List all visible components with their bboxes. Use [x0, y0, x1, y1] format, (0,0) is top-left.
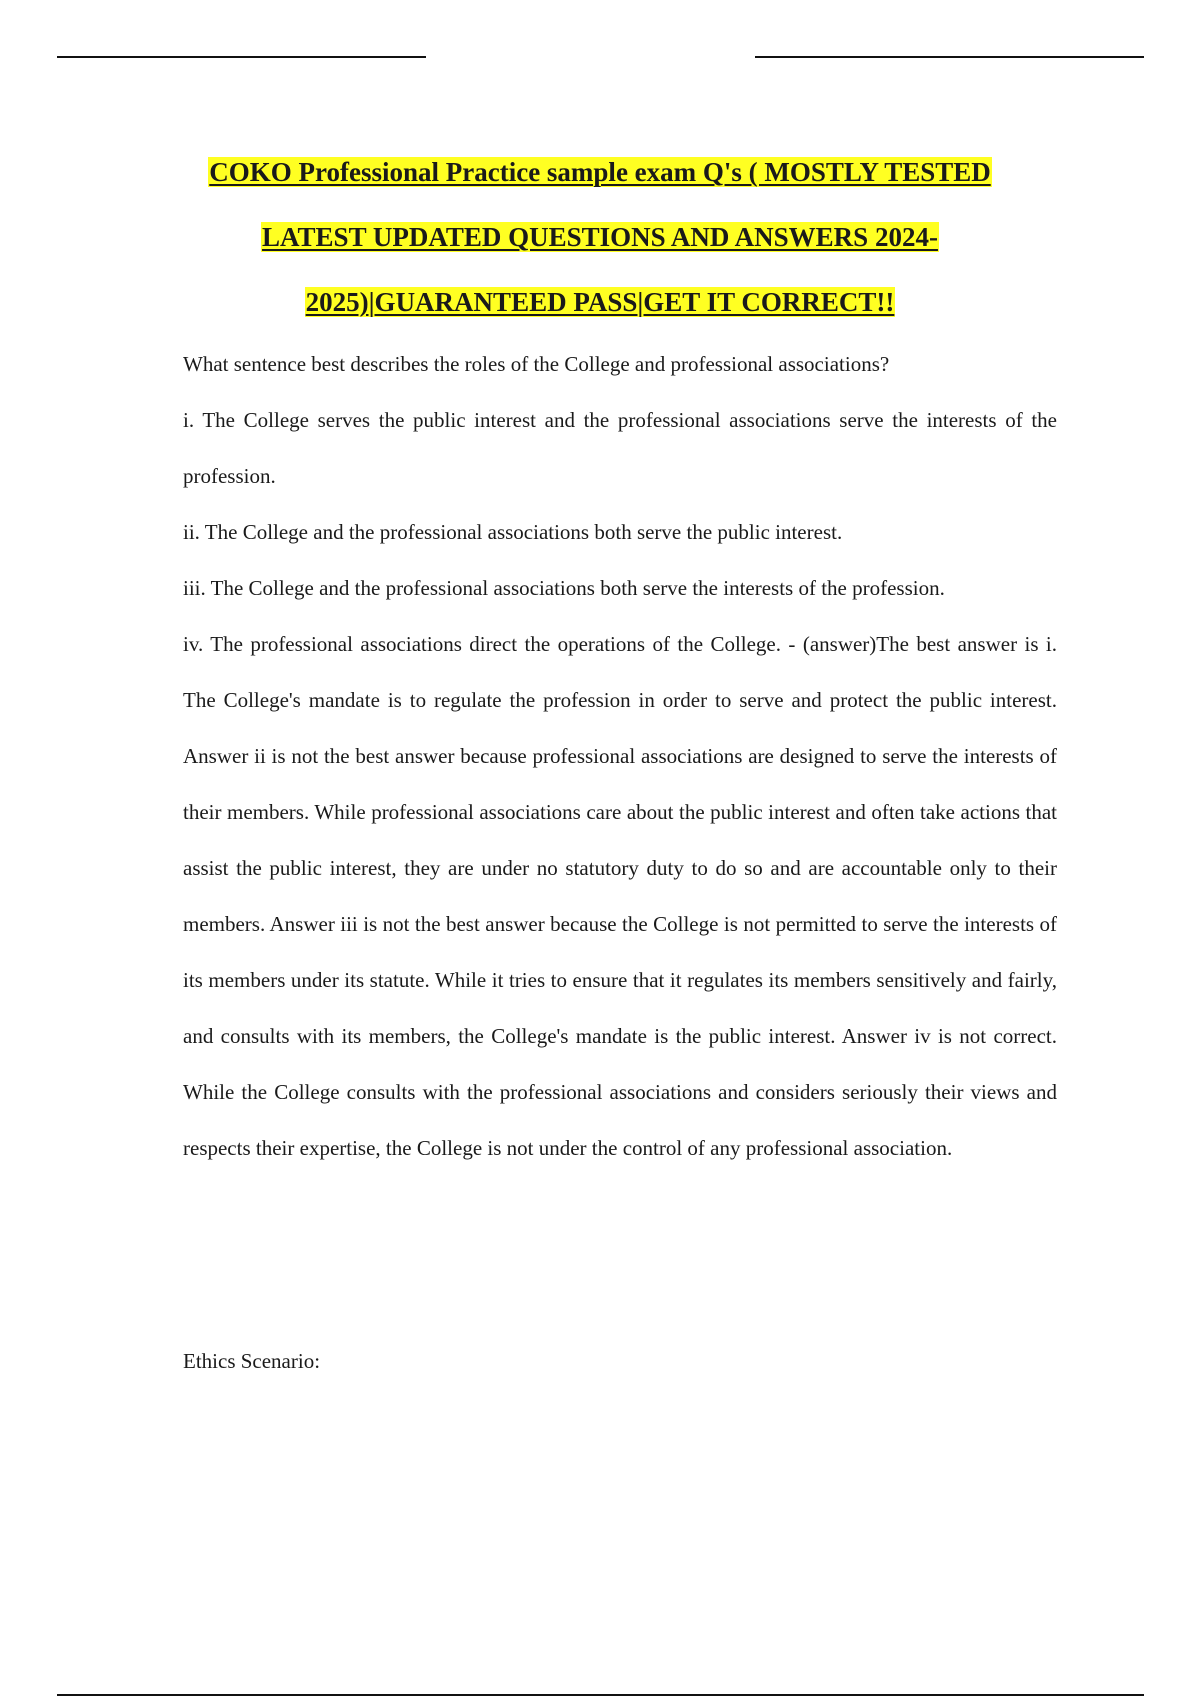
- header-rule-left: [57, 56, 426, 58]
- option-i: i. The College serves the public interest and the professional associations serve the interests of the profession.: [183, 408, 1057, 488]
- option-ii: ii. The College and the professional associations both serve the public interest.: [183, 520, 843, 544]
- document-title: [120, 140, 1080, 335]
- option-iv-and-answer: iv. The professional associations direct the operations of the College. - (answer)The best answer is i. The College's mandate is to regulate the profession in order to serve and protect the public interest. Answer ii is not the best answer because professional associations are designed to serve the interests of their members. While professional associations care about the public interest and often take actions that assist the public interest, they are under no statutory duty to do so and are accountable only to their members. Answer iii is not the best answer because the College is not permitted to serve the interests of its members under its statute. While it tries to ensure that it regulates its members sensitively and fairly, and consults with its members, the College's mandate is the public interest. Answer iv is not correct. While the College consults with the professional associations and considers seriously their views and respects their expertise, the College is not under the control of any professional association.: [183, 632, 1057, 1160]
- section-heading-ethics-scenario: Ethics Scenario:: [183, 1349, 321, 1373]
- option-iii: iii. The College and the professional associations both serve the interests of the profession.: [183, 576, 945, 600]
- title-line-3: 2025)|GUARANTEED PASS|GET IT CORRECT!!: [305, 287, 895, 317]
- footer-rule: [57, 1694, 1144, 1696]
- header-rule-right: [755, 56, 1144, 58]
- question-block: [183, 336, 1057, 1176]
- title-line-2: LATEST UPDATED QUESTIONS AND ANSWERS 2024-: [262, 222, 938, 252]
- title-line-1: COKO Professional Practice sample exam Q's ( MOSTLY TESTED: [209, 157, 991, 187]
- question-stem: What sentence best describes the roles of the College and professional associations?: [183, 352, 890, 376]
